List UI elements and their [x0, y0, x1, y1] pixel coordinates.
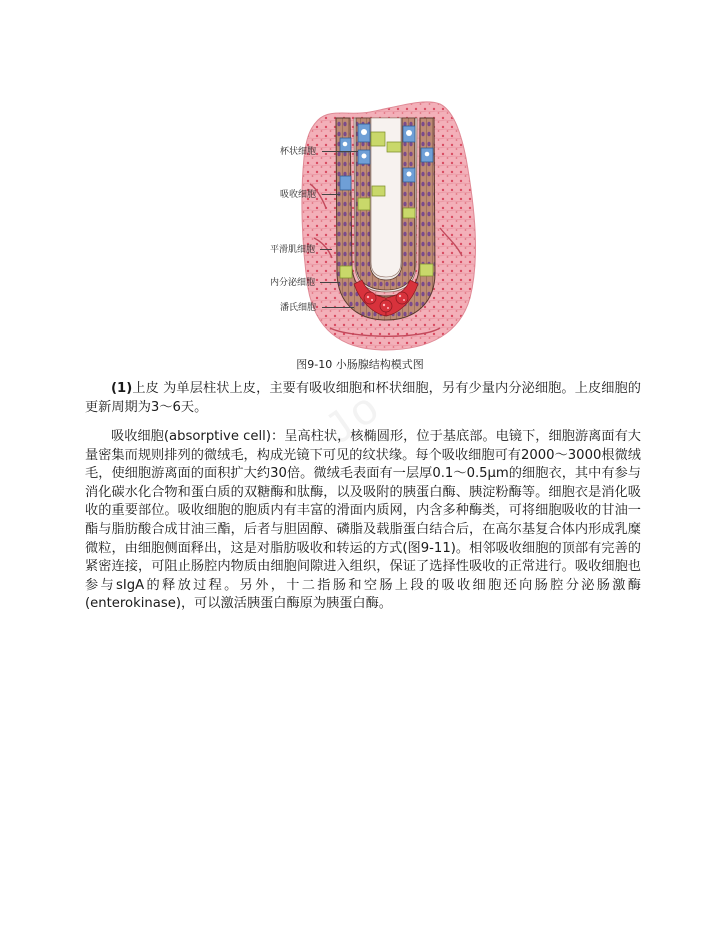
intestinal-gland-figure: [270, 88, 500, 353]
paragraph-absorptive-cell-text: 吸收细胞(absorptive cell)：呈高柱状，核椭圆形，位于基底部。电镜下，细胞游离面有大量密集而规则排列的微绒毛，构成光镜下可见的纹状缘。每个吸收细胞可有2000～3000根微绒毛，使细胞游离面的面积扩大约30倍。微绒毛表面有一层厚0.1～0.5μm的细胞衣，其中有参与消化碳水化合物和蛋白质的双糖酶和肽酶，以及吸附的胰蛋白酶、胰淀粉酶等。细胞衣是消化吸收的重要部位。吸收细胞的胞质内有丰富的滑面内质网，内含多种酶类，可将细胞吸收的甘油一酯与脂肪酸合成甘油三酯，后者与胆固醇、磷脂及载脂蛋白结合后，在高尔基复合体内形成乳糜微粒，由细胞侧面释出，这是对脂肪吸收和转运的方式(图9-11)。相邻吸收细胞的顶部有完善的紧密连接，可阻止肠腔内物质由细胞间隙进入组织，保证了选择性吸收的正常进行。吸收细胞也参与sIgA的释放过程。另外，十二指肠和空肠上段的吸收细胞还向肠腔分泌肠激酶(enterokinase)，可以激活胰蛋白酶原为胰蛋白酶。: [85, 429, 641, 612]
leader-line-paneth: [322, 307, 354, 308]
label-endocrine-cell: 内分泌细胞: [270, 278, 316, 288]
figure-caption: 图9-10 小肠腺结构模式图: [296, 358, 424, 371]
label-absorptive-cell: 吸收细胞: [280, 190, 317, 200]
leader-line-goblet: [322, 151, 358, 152]
leader-line-smooth-muscle: [320, 249, 332, 250]
paragraph-absorptive-cell: [85, 428, 641, 614]
paragraph-epithelium: [85, 380, 641, 417]
watermark: Jo: [315, 379, 392, 454]
label-goblet-cell: 杯状细胞: [280, 147, 317, 157]
label-smooth-muscle-cell: 平滑肌细胞: [270, 245, 316, 255]
section-number: (1): [111, 381, 133, 396]
paragraph-epithelium-text: 上皮 为单层柱状上皮，主要有吸收细胞和杯状细胞，另有少量内分泌细胞。上皮细胞的更新周期为3～6天。: [85, 381, 641, 415]
label-paneth-cell: 潘氏细胞: [280, 303, 317, 313]
intestinal-gland-illustration: [270, 88, 500, 353]
leader-line-endocrine: [320, 282, 340, 283]
leader-line-absorptive: [322, 194, 340, 195]
